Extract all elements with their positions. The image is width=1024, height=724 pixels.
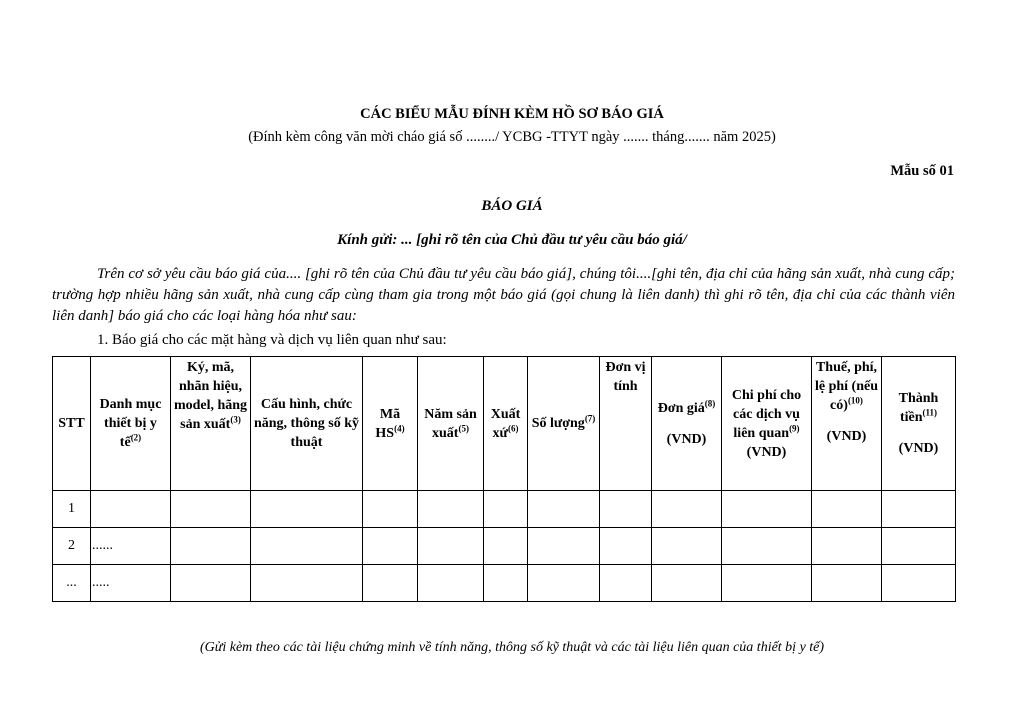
quote-heading: BÁO GIÁ bbox=[481, 198, 543, 214]
attachment-note: (Gửi kèm theo các tài liệu chứng minh về tính năng, thông số kỹ thuật và các tài liệu liên quan của thiết bị y tế) bbox=[199, 640, 825, 655]
column-header-year: Năm sản xuất$^{(5)}$ bbox=[418, 357, 484, 491]
column-header-origin: Xuất xứ$^{(6)}$ bbox=[484, 357, 528, 491]
form-number: Mẫu số 01 bbox=[890, 163, 954, 179]
column-header-service-cost: Chi phí cho các dịch vụ liên quan$^{(9)}$ (VND) bbox=[722, 357, 812, 491]
row-stt: ... bbox=[53, 565, 91, 602]
document-subtitle: (Đính kèm công văn mời cháo giá số ......../ YCBG -TTYT ngày ....... tháng....... năm 2025) bbox=[248, 129, 776, 145]
table-row bbox=[53, 491, 956, 528]
column-header-unit-price: Đơn giá$^{(8)}$ (VND) bbox=[652, 357, 722, 491]
table-row bbox=[53, 565, 956, 602]
table-row bbox=[53, 528, 956, 565]
row-item-name bbox=[91, 491, 171, 528]
column-header-hs-code: Mã HS$^{(4)}$ bbox=[363, 357, 418, 491]
row-stt: 1 bbox=[53, 491, 91, 528]
column-header-unit: Đơn vị tính bbox=[600, 357, 652, 491]
row-item-name: ..... bbox=[91, 565, 171, 602]
recipient-line: Kính gửi: ... [ghi rõ tên của Chủ đầu tư yêu cầu báo giá/ bbox=[337, 232, 687, 248]
column-header-total: Thành tiền$^{(11)}$ (VND) bbox=[882, 357, 956, 491]
table-header-row bbox=[53, 357, 956, 491]
column-header-quantity: Số lượng$^{(7)}$ bbox=[528, 357, 600, 491]
row-item-name: ...... bbox=[91, 528, 171, 565]
column-header-configuration: Cấu hình, chức năng, thông số kỹ thuật bbox=[251, 357, 363, 491]
column-header-stt: STT bbox=[53, 357, 91, 491]
row-stt: 2 bbox=[53, 528, 91, 565]
column-header-item-list: Danh mục thiết bị y tế$^{(2)}$ bbox=[91, 357, 171, 491]
intro-paragraph: Trên cơ sở yêu cầu báo giá của.... [ghi rõ tên của Chủ đầu tư yêu cầu báo giá], chúng tôi....[ghi tên, địa chỉ của hãng sản xuất, nhà cung cấp; trường hợp nhiều hãng sản xuất, nhà cung cấp cùng tham gia trong một báo giá (gọi chung là liên danh) thì ghi rõ tên, địa chỉ của các thành viên liên danh] báo giá cho các loại hàng hóa như sau: bbox=[52, 266, 955, 324]
document-title: CÁC BIỂU MẪU ĐÍNH KÈM HỒ SƠ BÁO GIÁ bbox=[360, 106, 664, 122]
column-header-brand-model: Ký, mã, nhãn hiệu, model, hãng sản xuất$^{(3)}$ bbox=[171, 357, 251, 491]
section-heading: 1. Báo giá cho các mặt hàng và dịch vụ liên quan như sau: bbox=[97, 332, 447, 348]
quote-table bbox=[52, 356, 956, 602]
column-header-tax-fee: Thuế, phí, lệ phí (nếu có)$^{(10)}$ (VND) bbox=[812, 357, 882, 491]
